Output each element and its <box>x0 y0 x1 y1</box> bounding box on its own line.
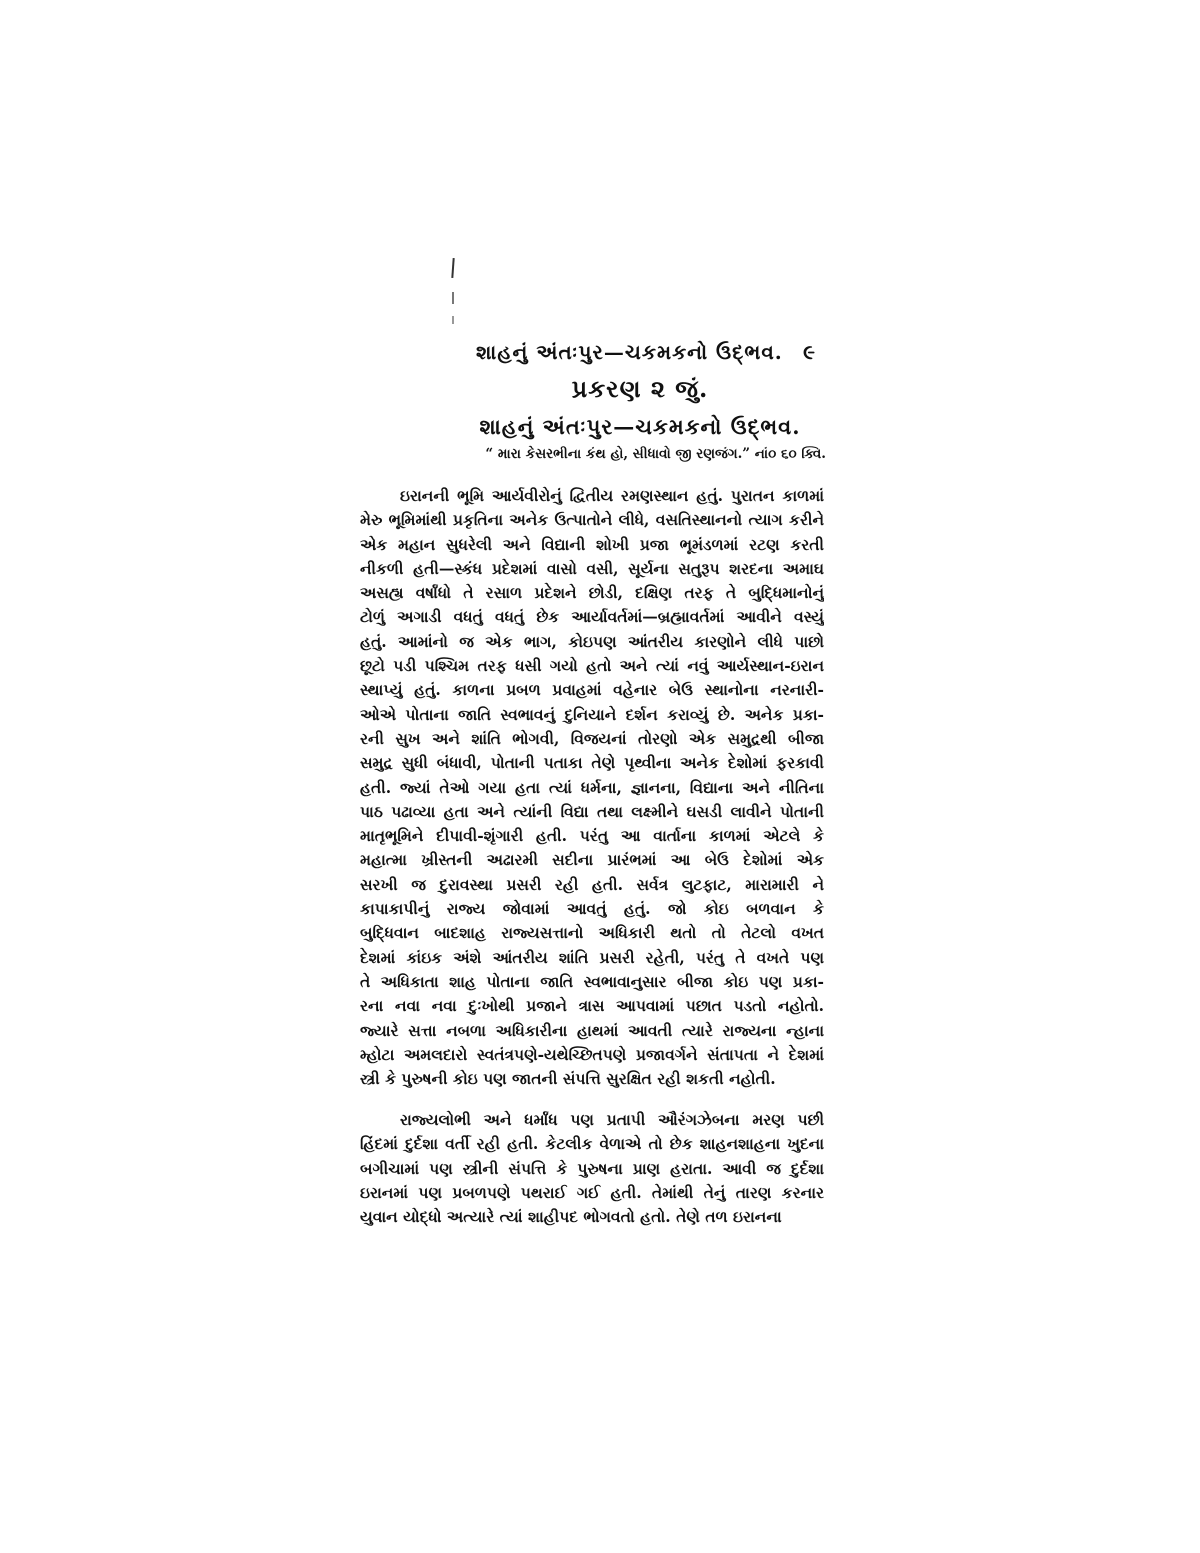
text-line: ઇરાનની ભૂમિ આર્યવીરોનું દ્વિતીય રમણસ્થાન હતું. પુરાતન કાળમાં <box>400 486 824 505</box>
text-line: હતી. જ્યાં તેઓ ગયા હતા ત્યાં ધર્મના, જ્ઞાનના, વિદ્યાના અને નીતિના <box>360 777 824 797</box>
page-number: ૯ <box>803 340 816 364</box>
text-line: એક મહાન સુધરેલી અને વિદ્યાની શોખી પ્રજા ભૂમંડળમાં રટણ કરતી <box>360 534 824 554</box>
chapter-title: શાહનું અંતઃપુર—ચકમકનો ઉદ્ભવ. <box>479 414 801 439</box>
text-line: પાઠ પઢાવ્યા હતા અને ત્યાંની વિદ્યા તથા લક્ષ્મીને ઘસડી લાવીને પોતાની <box>360 801 824 821</box>
body-paragraph <box>360 1108 824 1229</box>
text-line: જ્યારે સત્તા નબળા અધિકારીના હાથમાં આવતી ત્યારે રાજ્યના ન્હાના <box>360 1020 824 1040</box>
text-line: મેરુ ભૂમિમાંથી પ્રકૃતિના અનેક ઉત્પાતોને લીધે, વસતિસ્થાનનો ત્યાગ કરીને <box>360 510 824 530</box>
text-line: રાજ્યલોભી અને ધર્માંધ પણ પ્રતાપી ઔરંગઝેબના મરણ પછી <box>400 1110 824 1129</box>
text-line: બગીચામાં પણ સ્ત્રીની સંપત્તિ કે પુરુષના પ્રાણ હરાતા. આવી જ દુર્દશા <box>360 1158 824 1178</box>
text-line: રની સુખ અને શાંતિ ભોગવી, વિજયનાં તોરણો એક સમુદ્રથી બીજા <box>360 728 824 748</box>
epigraph: “ મારા કેસરભીના કંથ હો, સીધાવો જી રણજંગ.” નાં૦ ૬૦ ક્વિ. <box>485 446 826 462</box>
text-line: સરખી જ દુરાવસ્થા પ્રસરી રહી હતી. સર્વત્ર લુટફાટ, મારામારી ને <box>360 874 824 894</box>
text-line: નીકળી હતી—સ્કંધ પ્રદેશમાં વાસો વસી, સૂર્યના સતુરૂપ શરદના અમાઘ <box>360 558 824 578</box>
text-line: તે અધિકાતા શાહ પોતાના જાતિ સ્વભાવાનુસાર બીજા કોઇ પણ પ્રકા- <box>360 971 824 991</box>
text-line: બુદ્ધિવાન બાદશાહ રાજ્યસત્તાનો અધિકારી થતો તો તેટલો વખત <box>360 923 824 943</box>
margin-pencil-mark <box>452 316 454 324</box>
margin-pencil-mark <box>451 258 454 278</box>
text-line: છૂટો પડી પશ્ચિમ તરફ ધસી ગયો હતો અને ત્યાં નવું આર્યસ્થાન-ઇરાન <box>360 656 824 676</box>
body-paragraph <box>360 484 824 1091</box>
text-line: યુવાન યોદ્ધો અત્યારે ત્યાં શાહીપદ ભોગવતો હતો. તેણે તળ ઇરાનના <box>360 1207 782 1227</box>
text-line: માતૃભૂમિને દીપાવી-શૃંગારી હતી. પરંતુ આ વાર્તાના કાળમાં એટલે કે <box>360 826 824 846</box>
text-line: હિંદમાં દુર્દશા વર્તી રહી હતી. કેટલીક વેળાએ તો છેક શાહનશાહના ખુદના <box>360 1134 824 1154</box>
running-title: શાહનું અંતઃપુર—ચકમકનો ઉદ્ભવ. <box>476 340 783 364</box>
text-line: ટોળું અગાડી વધતું વધતું છેક આર્યાવર્તમાં—બ્રહ્માવર્તમાં આવીને વસ્યું <box>360 607 824 627</box>
text-line: અસહ્ય વર્ષાંધો તે રસાળ પ્રદેશને છોડી, દક્ષિણ તરફ તે બુદ્ધિમાનોનું <box>360 583 824 603</box>
text-line: મ્હોટા અમલદારો સ્વતંત્રપણે-યથેચ્છિતપણે પ્રજાવર્ગને સંતાપતા ને દેશમાં <box>360 1044 824 1064</box>
text-line: સમુદ્ર સુધી બંધાવી, પોતાની પતાકા તેણે પૃથ્વીના અનેક દેશોમાં ફરકાવી <box>360 753 824 773</box>
text-line: કાપાકાપીનું રાજ્ય જોવામાં આવતું હતું. જો કોઇ બળવાન કે <box>360 899 824 919</box>
text-line: દેશમાં કાંઇક અંશે આંતરીય શાંતિ પ્રસરી રહેતી, પરંતુ તે વખતે પણ <box>360 947 824 967</box>
text-line: હતું. આમાંનો જ એક ભાગ, કોઇપણ આંતરીય કારણોને લીધે પાછો <box>360 631 824 651</box>
text-line: મહાત્મા ખ્રીસ્તની અઢારમી સદીના પ્રારંભમાં આ બેઉ દેશોમાં એક <box>360 850 824 870</box>
text-line: સ્થાપ્યું હતું. કાળના પ્રબળ પ્રવાહમાં વહેનાર બેઉ સ્થાનોના નરનારી- <box>360 680 824 700</box>
text-line: ઓએ પોતાના જાતિ સ્વભાવનું દુનિયાને દર્શન કરાવ્યું છે. અનેક પ્રકા- <box>360 704 824 724</box>
margin-pencil-mark <box>452 292 454 304</box>
text-line: ઇરાનમાં પણ પ્રબળપણે પથરાઈ ગઈ હતી. તેમાંથી તેનું તારણ કરનાર <box>360 1182 824 1202</box>
text-line: રના નવા નવા દુઃખોથી પ્રજાને ત્રાસ આપવામાં પછાત પડતો નહોતો. <box>360 996 824 1016</box>
chapter-heading: પ્રકરણ ૨ જું. <box>571 374 709 403</box>
running-header <box>476 336 816 370</box>
text-line: સ્ત્રી કે પુરુષની કોઇ પણ જાતની સંપત્તિ સુરક્ષિત રહી શકતી નહોતી. <box>360 1069 776 1089</box>
